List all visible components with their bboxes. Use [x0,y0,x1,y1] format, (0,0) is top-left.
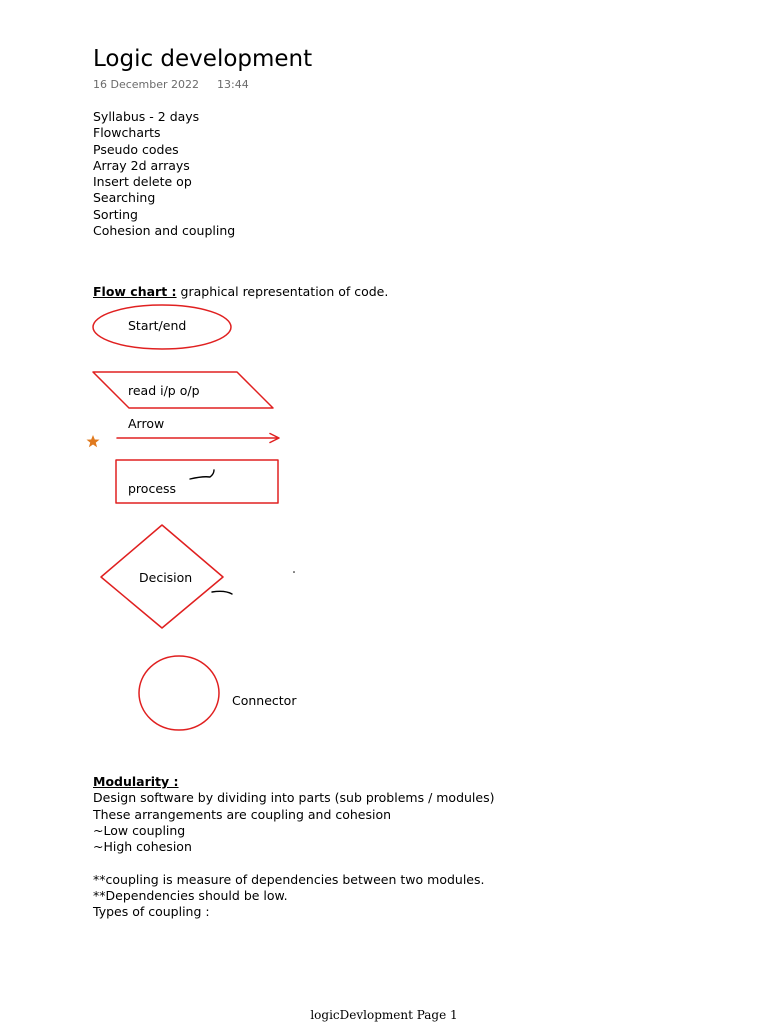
syllabus-item: Sorting [93,206,138,222]
flowchart-description: graphical representation of code. [176,284,389,299]
modularity-heading: Modularity : [93,774,179,789]
start-end-label: Start/end [128,318,187,333]
ink-dot [293,571,295,573]
flowchart-heading: Flow chart : [93,284,177,299]
page-time: 13:44 [217,78,249,91]
ink-stroke [190,470,214,479]
syllabus-item: Flowcharts [93,125,161,141]
ink-stroke [212,591,232,594]
page-date: 16 December 2022 [93,78,200,91]
arrow-label: Arrow [128,416,165,431]
star-icon [87,435,100,447]
modularity-line: Design software by dividing into parts (sub problems / modules) [93,790,495,806]
modularity-line: Types of coupling : [93,904,210,920]
connector-circle [139,656,219,730]
syllabus-item: Insert delete op [93,174,192,190]
connector-label: Connector [232,693,297,708]
modularity-line: These arrangements are coupling and cohesion [93,806,392,822]
io-label: read i/p o/p [128,383,200,398]
decision-label: Decision [139,570,193,585]
page-footer: logicDevlopment Page 1 [310,1008,458,1022]
syllabus-item: Array 2d arrays [93,157,190,173]
page-title: Logic development [93,46,313,72]
arrow-line [117,434,279,443]
syllabus-item: Pseudo codes [93,141,179,157]
modularity-line: **Dependencies should be low. [93,888,288,904]
process-label: process [128,481,177,496]
modularity-line: **coupling is measure of dependencies between two modules. [93,871,485,887]
syllabus-item: Syllabus - 2 days [93,109,200,124]
modularity-line [93,855,495,871]
modularity-section [93,774,495,921]
syllabus-item: Searching [93,190,156,206]
modularity-line: ~High cohesion [93,839,192,855]
modularity-line: ~Low coupling [93,822,186,838]
syllabus-item: Cohesion and coupling [93,223,236,239]
